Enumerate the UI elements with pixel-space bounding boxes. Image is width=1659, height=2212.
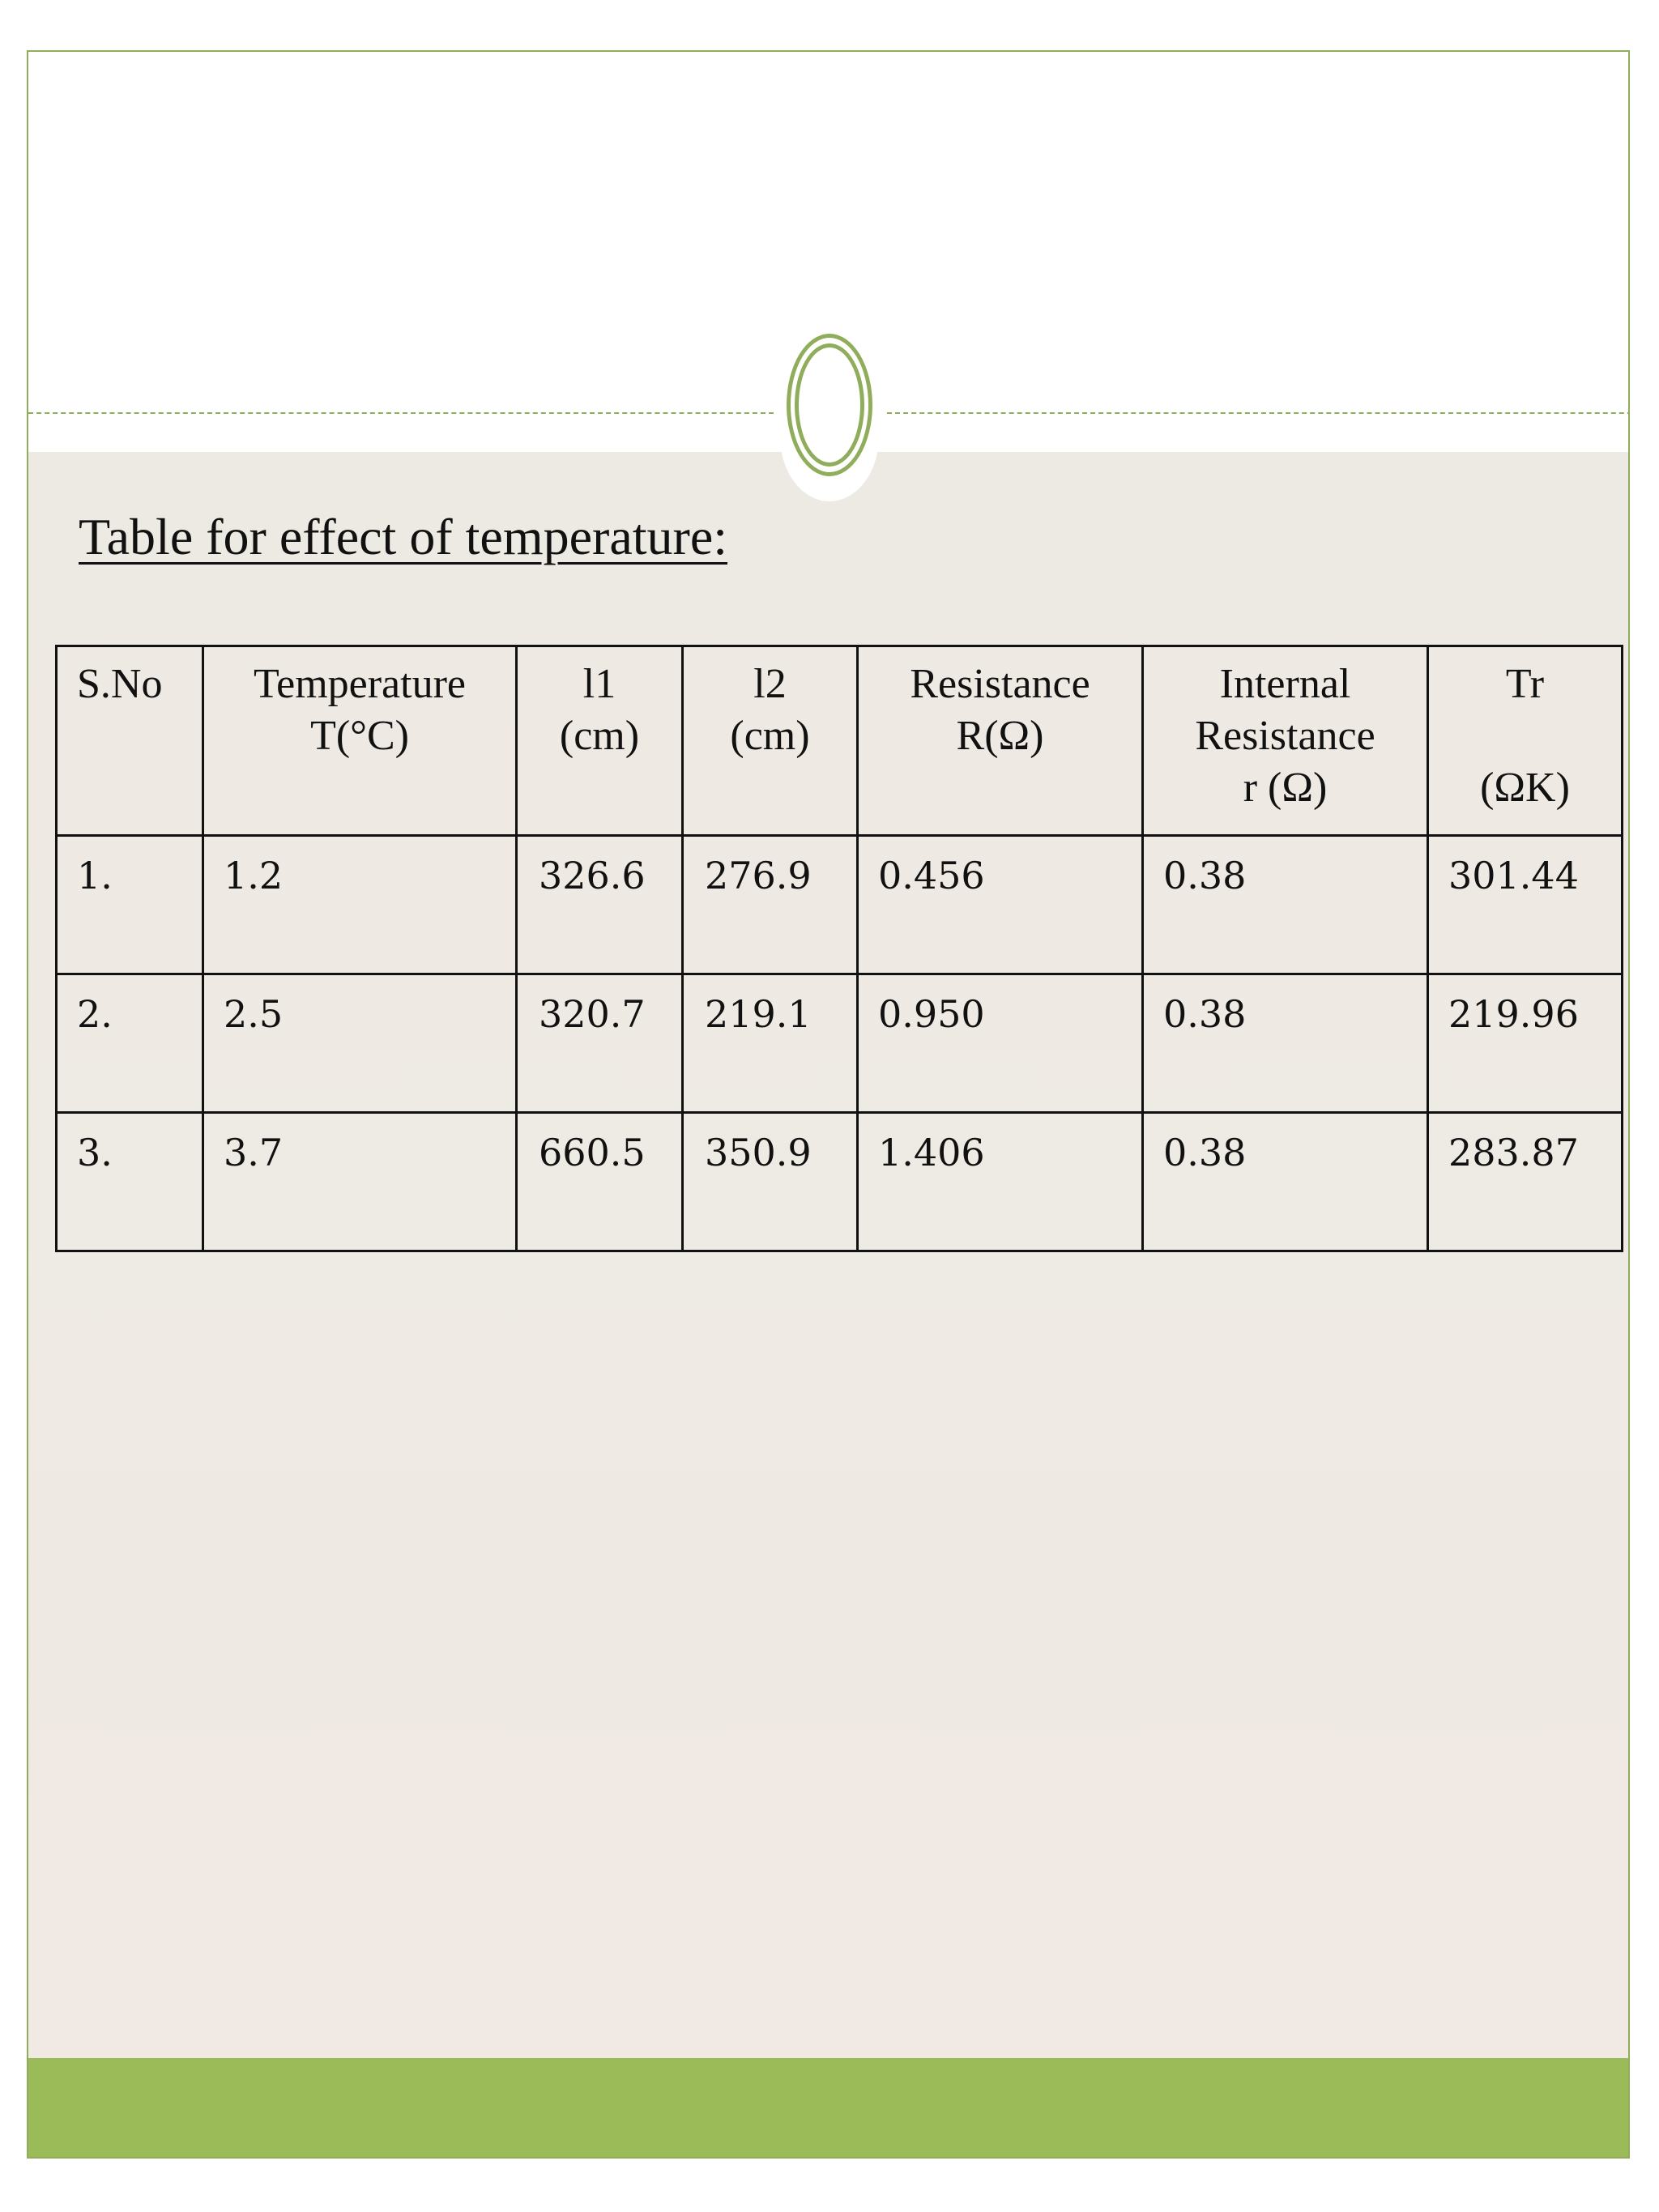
- cell-temperature: 1.2: [203, 836, 517, 974]
- cell-internal-resistance: 0.38: [1143, 836, 1428, 974]
- cell-tr: 219.96: [1428, 974, 1623, 1113]
- cell-l2: 350.9: [683, 1113, 858, 1251]
- cell-l1: 660.5: [517, 1113, 683, 1251]
- cell-resistance: 0.456: [858, 836, 1143, 974]
- cell-l1: 326.6: [517, 836, 683, 974]
- header-l2: l2 (cm): [683, 646, 858, 836]
- table-row: [57, 974, 1623, 1113]
- cell-temperature: 3.7: [203, 1113, 517, 1251]
- header-l1: l1 (cm): [517, 646, 683, 836]
- oval-ornament-inner-icon: [795, 343, 864, 467]
- cell-l2: 219.1: [683, 974, 858, 1113]
- slide: [27, 50, 1630, 2159]
- header-tr: Tr (ΩK): [1428, 646, 1623, 836]
- dashed-divider-left: [28, 412, 774, 414]
- slide-title: Table for effect of temperature:: [79, 508, 727, 565]
- header-temperature: Temperature T(°C): [203, 646, 517, 836]
- header-internal-resistance: Internal Resistance r (Ω): [1143, 646, 1428, 836]
- header-resistance: Resistance R(Ω): [858, 646, 1143, 836]
- cell-resistance: 1.406: [858, 1113, 1143, 1251]
- cell-sno: 1.: [57, 836, 203, 974]
- cell-sno: 3.: [57, 1113, 203, 1251]
- table-header-row: [57, 646, 1623, 836]
- cell-temperature: 2.5: [203, 974, 517, 1113]
- cell-l1: 320.7: [517, 974, 683, 1113]
- cell-sno: 2.: [57, 974, 203, 1113]
- cell-internal-resistance: 0.38: [1143, 1113, 1428, 1251]
- cell-tr: 283.87: [1428, 1113, 1623, 1251]
- cell-tr: 301.44: [1428, 836, 1623, 974]
- slide-footer-bar: [28, 2058, 1628, 2157]
- temperature-table: [55, 645, 1623, 1252]
- header-sno: S.No: [57, 646, 203, 836]
- cell-internal-resistance: 0.38: [1143, 974, 1428, 1113]
- table-row: [57, 836, 1623, 974]
- table-row: [57, 1113, 1623, 1251]
- cell-resistance: 0.950: [858, 974, 1143, 1113]
- dashed-divider-right: [887, 412, 1630, 414]
- cell-l2: 276.9: [683, 836, 858, 974]
